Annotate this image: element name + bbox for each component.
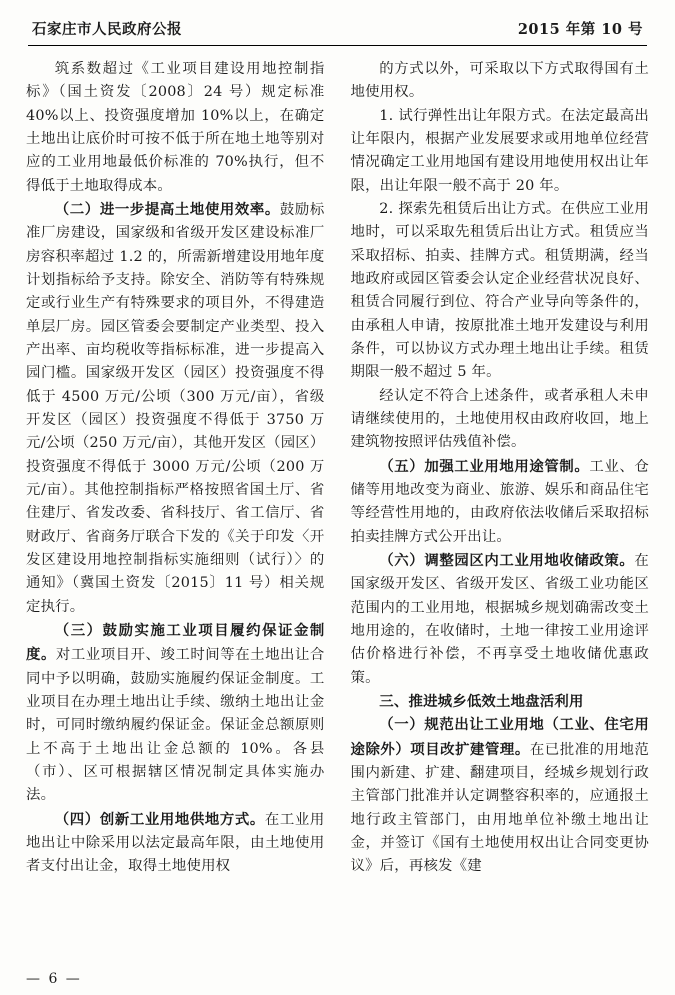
publication-title: 石家庄市人民政府公报 <box>32 21 182 38</box>
paragraph <box>26 619 325 808</box>
paragraph-lead: （一）规范出让工业用地（工业、住宅用途除外）项目改扩建管理。 <box>350 716 649 758</box>
body-columns <box>26 58 649 958</box>
paragraph: 筑系数超过《工业项目建设用地控制指标》（国土资发〔2008〕24 号）规定标准 40%以上、投资强度增加 10%以上，在确定土地出让底价时可按不低于所在地土地等别对应的工业用地最低价标准的 70%执行，但不得低于土地取得成本。 <box>26 61 325 194</box>
paragraph-body: 鼓励标准厂房建设，国家级和省级开发区建设标准厂房容积率超过 1.2 的，所需新增建设用地年度计划指标给予支持。除安全、消防等有特殊规定或行业生产有特殊要求的项目外，不得建造单层厂房。园区管委会要制定产业类型、投入产出率、亩均税收等指标标准，进一步提高入园门槛。国家级开发区（园区）投资强度不得低于 4500 万元/公顷（300 万元/亩），省级开发区（园区）投资强度不得低于 3750 万元/公顷（250 万元/亩），其他开发区（园区）投资强度不得低于 3000 万元/公顷（200 万元/亩）。其他控制指标严格按照省国土厅、省住建厅、省发改委、省科技厅、省工信厅、省财政厅、省商务厅联合下发的《关于印发〈开发区建设用地控制指标实施细则（试行）〉的通知》（冀国土资发〔2015〕11 号）相关规定执行。 <box>26 201 325 615</box>
header-divider <box>28 45 647 46</box>
paragraph <box>26 198 325 619</box>
paragraph <box>351 713 650 878</box>
paragraph: 的方式以外，可采取以下方式取得国有土地使用权。 <box>350 61 649 101</box>
paragraph <box>26 808 325 879</box>
page-header <box>26 18 649 45</box>
page-number: — 6 — <box>26 971 82 987</box>
paragraph: 经认定不符合上述条件，或者承租人未申请继续使用的，土地使用权由政府收回，地上建筑物按照评估残值补偿。 <box>350 387 649 451</box>
paragraph-lead: （二）进一步提高土地使用效率。 <box>54 200 280 218</box>
paragraph: 2. 探索先租赁后出让方式。在供应工业用地时，可以采取先租赁后出让方式。租赁应当采取招标、拍卖、挂牌方式。租赁期满，经当地政府或园区管委会认定企业经营状况良好、租赁合同履行到位、符合产业导向等条件的，由承租人申请，按原批准土地开发建设与利用条件，可以协议方式办理土地出让手续。租赁期限一般不超过 5 年。 <box>350 200 649 381</box>
left-column <box>26 58 325 958</box>
paragraph-body: 在国家级开发区、省级开发区、省级工业功能区范围内的工业用地，根据城乡规划确需改变土地用途的，在收储时，土地一律按工业用途评估价格进行补偿，不再享受土地收储优惠政策。 <box>350 552 649 686</box>
paragraph-body: 在工业用地出让中除采用以法定最高年限，由土地使用者支付出让金，取得土地使用权 <box>26 811 325 875</box>
right-column <box>351 58 650 958</box>
paragraph-body: 对工业项目开、竣工时间等在土地出让合同中予以明确，鼓励实施履约保证金制度。工业项目在办理土地出让手续、缴纳土地出让金时，可同时缴纳履约保证金。保证金总额原则上不高于土地出让金总额的 10%。各县（市）、区可根据辖区情况制定具体实施办法。 <box>26 647 325 804</box>
paragraph-lead: （三）鼓励实施工业项目履约保证金制度。 <box>26 621 325 664</box>
paragraph-lead: （六）调整园区内工业用地收储政策。 <box>379 551 635 569</box>
paragraph <box>351 549 650 690</box>
paragraph: 1. 试行弹性出让年限方式。在法定最高出让年限内，根据产业发展要求或用地单位经营情况确定工业用地国有建设用地使用权出让年限，出让年限一般不高于 20 年。 <box>350 107 649 194</box>
paragraph-body: 工业、仓储等用地改变为商业、旅游、娱乐和商品住宅等经营性用地的，由政府依法收储后采取招标拍卖挂牌方式公开出让。 <box>350 458 649 545</box>
paragraph-lead: （五）加强工业用地用途管制。 <box>379 457 590 475</box>
section-heading: 三、推进城乡低效土地盘活利用 <box>379 692 584 710</box>
paragraph-lead: （四）创新工业用地供地方式。 <box>54 810 265 828</box>
paragraph-body: 在已批准的用地范围内新建、扩建、翻建项目，经城乡规划行政主管部门批准并认定调整容积率的，应通报土地行政主管部门，由用地单位补缴土地出让金，并签订《国有土地使用权出让合同变更协议》后，再核发《建 <box>350 741 649 875</box>
issue-number: 2015 年第 10 号 <box>517 21 643 38</box>
paragraph <box>351 455 650 549</box>
